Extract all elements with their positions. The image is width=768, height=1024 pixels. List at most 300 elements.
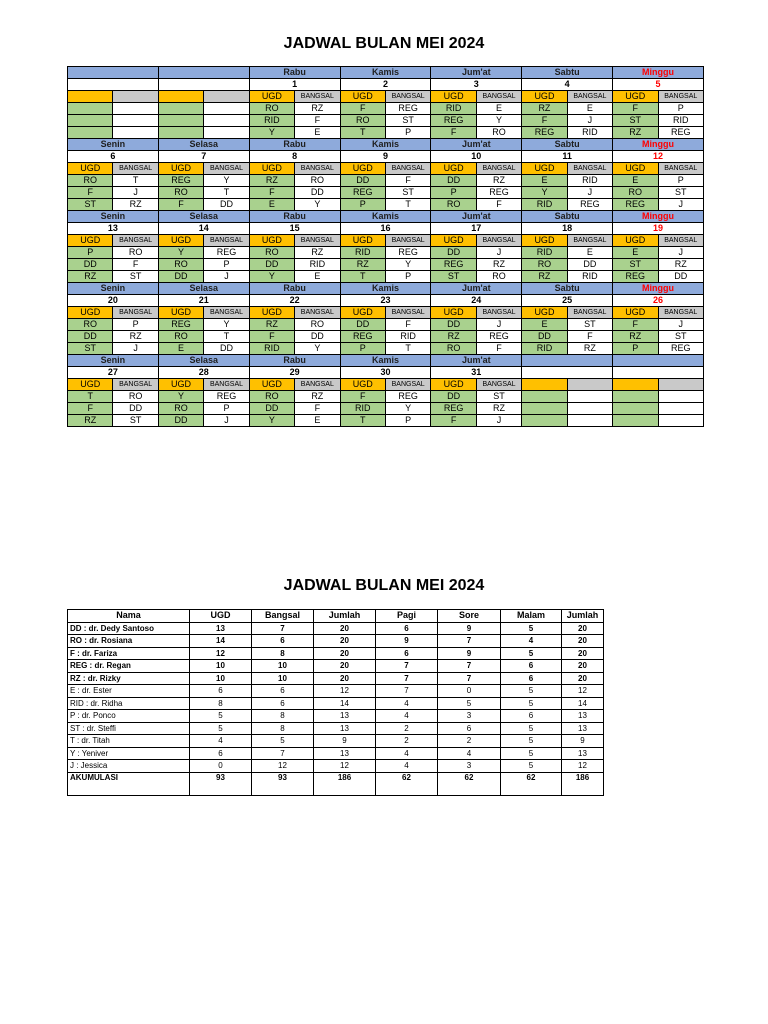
bangsal-header: BANGSAL — [476, 91, 521, 103]
bangsal-assignment: RZ — [295, 247, 340, 259]
ugd-assignment: E — [522, 319, 567, 331]
day-name-cell: Sabtu — [522, 67, 613, 79]
ugd-assignment: RZ — [613, 127, 658, 139]
summary-value-cell: 12 — [314, 760, 376, 773]
bangsal-assignment: J — [204, 415, 249, 427]
ugd-assignment: DD — [431, 247, 476, 259]
date-cell: 14 — [158, 223, 249, 235]
ugd-header: UGD — [613, 91, 658, 103]
ugd-assignment — [613, 415, 658, 427]
bangsal-assignment: T — [385, 199, 430, 211]
ugd-assignment: RO — [340, 115, 385, 127]
bangsal-assignment: F — [295, 403, 340, 415]
bangsal-header: BANGSAL — [567, 307, 612, 319]
bangsal-assignment: REG — [476, 187, 521, 199]
bangsal-assignment: RID — [567, 175, 612, 187]
summary-value-cell: 4 — [190, 735, 252, 748]
assignment-row — [68, 115, 704, 127]
ugd-assignment: Y — [249, 127, 294, 139]
summary-value-cell: 5 — [438, 697, 501, 710]
ugd-header: UGD — [613, 307, 658, 319]
ugd-assignment: RZ — [68, 271, 113, 283]
summary-value-cell: 4 — [376, 697, 438, 710]
ugd-assignment: RO — [158, 331, 203, 343]
bangsal-assignment: RZ — [113, 331, 158, 343]
summary-row — [68, 735, 604, 748]
summary-value-cell: 5 — [501, 697, 562, 710]
bangsal-assignment: Y — [295, 343, 340, 355]
bangsal-assignment: DD — [295, 331, 340, 343]
bangsal-assignment: REG — [204, 247, 249, 259]
bangsal-assignment: DD — [567, 259, 612, 271]
ugd-assignment: F — [249, 187, 294, 199]
schedule-calendar-table — [67, 66, 704, 427]
day-name-cell: Kamis — [340, 67, 431, 79]
ugd-header: UGD — [158, 307, 203, 319]
ugd-assignment: E — [158, 343, 203, 355]
bangsal-assignment — [204, 115, 249, 127]
summary-value-cell: 14 — [314, 697, 376, 710]
bangsal-assignment: RID — [567, 127, 612, 139]
bangsal-assignment: REG — [658, 127, 703, 139]
day-name-row — [68, 67, 704, 79]
bangsal-assignment: RID — [658, 115, 703, 127]
bangsal-assignment: RO — [113, 391, 158, 403]
ugd-assignment: ST — [431, 271, 476, 283]
ugd-header: UGD — [431, 235, 476, 247]
date-cell: 3 — [431, 79, 522, 91]
total-value-cell: 186 — [562, 772, 604, 795]
bangsal-assignment: J — [658, 199, 703, 211]
bangsal-assignment: RZ — [113, 199, 158, 211]
bangsal-header — [113, 91, 158, 103]
bangsal-assignment: F — [113, 259, 158, 271]
ugd-assignment: RID — [522, 199, 567, 211]
summary-value-cell: 6 — [501, 672, 562, 685]
bangsal-assignment: J — [113, 343, 158, 355]
summary-value-cell: 9 — [314, 735, 376, 748]
day-name-cell: Sabtu — [522, 211, 613, 223]
summary-value-cell: 6 — [252, 685, 314, 698]
ugd-header — [68, 91, 113, 103]
bangsal-header: BANGSAL — [385, 307, 430, 319]
bangsal-header: BANGSAL — [295, 307, 340, 319]
ugd-assignment: E — [249, 199, 294, 211]
date-cell: 8 — [249, 151, 340, 163]
ugd-header: UGD — [613, 235, 658, 247]
summary-table — [67, 609, 604, 796]
day-name-row — [68, 139, 704, 151]
bangsal-assignment: ST — [476, 391, 521, 403]
date-cell: 21 — [158, 295, 249, 307]
summary-value-cell: 5 — [501, 735, 562, 748]
bangsal-assignment: E — [567, 103, 612, 115]
bangsal-assignment: ST — [385, 187, 430, 199]
ugd-assignment: RID — [340, 403, 385, 415]
summary-row — [68, 685, 604, 698]
summary-value-cell: 13 — [314, 747, 376, 760]
date-cell: 1 — [249, 79, 340, 91]
bangsal-assignment — [567, 403, 612, 415]
bangsal-assignment: E — [295, 127, 340, 139]
ugd-assignment: DD — [431, 391, 476, 403]
ugd-assignment — [522, 415, 567, 427]
ugd-assignment: DD — [522, 331, 567, 343]
day-name-cell: Minggu — [613, 211, 704, 223]
assignment-row — [68, 259, 704, 271]
bangsal-assignment: RO — [113, 247, 158, 259]
ugd-header: UGD — [249, 307, 294, 319]
summary-value-cell: 3 — [438, 760, 501, 773]
day-name-cell: Senin — [68, 211, 159, 223]
date-cell: 24 — [431, 295, 522, 307]
summary-row — [68, 710, 604, 723]
bangsal-assignment: P — [385, 271, 430, 283]
ugd-assignment: REG — [431, 259, 476, 271]
summary-value-cell: 6 — [252, 635, 314, 648]
summary-value-cell: 9 — [376, 635, 438, 648]
bangsal-assignment: RID — [567, 271, 612, 283]
summary-row — [68, 747, 604, 760]
ugd-assignment: DD — [68, 331, 113, 343]
summary-value-cell: 4 — [501, 635, 562, 648]
ugd-header: UGD — [522, 91, 567, 103]
bangsal-header: BANGSAL — [567, 91, 612, 103]
ugd-header: UGD — [249, 163, 294, 175]
summary-value-cell: 4 — [376, 760, 438, 773]
day-name-cell: Minggu — [613, 67, 704, 79]
bangsal-assignment: RZ — [476, 259, 521, 271]
ugd-assignment: DD — [431, 319, 476, 331]
bangsal-assignment: P — [658, 103, 703, 115]
summary-value-cell: 9 — [562, 735, 604, 748]
summary-value-cell: 7 — [376, 685, 438, 698]
date-cell: 6 — [68, 151, 159, 163]
day-name-cell — [68, 67, 159, 79]
ugd-assignment: RZ — [522, 271, 567, 283]
summary-header-cell: Nama — [68, 610, 190, 623]
shift-header-row — [68, 235, 704, 247]
day-name-cell: Jum'at — [431, 211, 522, 223]
day-name-cell: Senin — [68, 355, 159, 367]
ugd-header: UGD — [431, 163, 476, 175]
ugd-assignment: P — [613, 343, 658, 355]
summary-value-cell: 9 — [438, 647, 501, 660]
date-cell — [158, 79, 249, 91]
day-name-cell: Jum'at — [431, 283, 522, 295]
bangsal-assignment: REG — [385, 247, 430, 259]
date-cell: 16 — [340, 223, 431, 235]
assignment-row — [68, 319, 704, 331]
bangsal-assignment — [567, 391, 612, 403]
ugd-assignment: DD — [340, 175, 385, 187]
date-cell: 11 — [522, 151, 613, 163]
summary-value-cell: 14 — [562, 697, 604, 710]
bangsal-header: BANGSAL — [476, 235, 521, 247]
bangsal-assignment: J — [658, 247, 703, 259]
assignment-row — [68, 103, 704, 115]
bangsal-assignment — [658, 391, 703, 403]
ugd-assignment: Y — [249, 415, 294, 427]
ugd-header: UGD — [340, 235, 385, 247]
ugd-assignment: T — [340, 415, 385, 427]
summary-header-cell: UGD — [190, 610, 252, 623]
day-name-cell: Kamis — [340, 355, 431, 367]
summary-row — [68, 722, 604, 735]
bangsal-header: BANGSAL — [113, 235, 158, 247]
summary-value-cell: 20 — [562, 622, 604, 635]
date-row — [68, 295, 704, 307]
summary-header-cell: Jumlah — [314, 610, 376, 623]
summary-value-cell: 0 — [438, 685, 501, 698]
total-value-cell: 62 — [501, 772, 562, 795]
bangsal-assignment: Y — [385, 403, 430, 415]
assignment-row — [68, 415, 704, 427]
bangsal-assignment: P — [113, 319, 158, 331]
ugd-assignment: F — [431, 415, 476, 427]
summary-value-cell: 10 — [252, 672, 314, 685]
ugd-assignment: E — [613, 175, 658, 187]
bangsal-assignment: F — [295, 115, 340, 127]
ugd-assignment: REG — [340, 331, 385, 343]
ugd-assignment: P — [431, 187, 476, 199]
ugd-assignment: RZ — [249, 319, 294, 331]
day-name-cell — [522, 355, 613, 367]
summary-value-cell: 6 — [376, 622, 438, 635]
ugd-assignment: RO — [68, 175, 113, 187]
bangsal-assignment: RO — [476, 271, 521, 283]
ugd-assignment: RO — [158, 187, 203, 199]
bangsal-assignment: E — [295, 271, 340, 283]
ugd-assignment: REG — [522, 127, 567, 139]
bangsal-assignment: P — [658, 175, 703, 187]
ugd-assignment: DD — [249, 403, 294, 415]
day-name-cell: Kamis — [340, 283, 431, 295]
ugd-assignment: ST — [68, 199, 113, 211]
ugd-assignment: RZ — [249, 175, 294, 187]
ugd-header: UGD — [249, 91, 294, 103]
total-value-cell: 93 — [190, 772, 252, 795]
summary-value-cell: 13 — [314, 722, 376, 735]
bangsal-header: BANGSAL — [295, 91, 340, 103]
ugd-assignment — [613, 403, 658, 415]
bangsal-header: BANGSAL — [295, 235, 340, 247]
ugd-header: UGD — [613, 163, 658, 175]
schedule-title: JADWAL BULAN MEI 2024 — [283, 35, 485, 52]
ugd-assignment: RID — [249, 115, 294, 127]
ugd-assignment: REG — [340, 187, 385, 199]
summary-row — [68, 697, 604, 710]
summary-value-cell: 8 — [252, 722, 314, 735]
bangsal-header: BANGSAL — [658, 91, 703, 103]
assignment-row — [68, 403, 704, 415]
summary-value-cell: 7 — [438, 635, 501, 648]
ugd-assignment: REG — [431, 115, 476, 127]
summary-value-cell: 8 — [190, 697, 252, 710]
bangsal-assignment: DD — [295, 187, 340, 199]
summary-value-cell: 7 — [438, 660, 501, 673]
summary-value-cell: 0 — [190, 760, 252, 773]
ugd-header — [522, 379, 567, 391]
summary-value-cell: 20 — [314, 622, 376, 635]
date-cell: 23 — [340, 295, 431, 307]
bangsal-assignment: P — [385, 127, 430, 139]
ugd-header: UGD — [68, 307, 113, 319]
ugd-assignment: F — [613, 103, 658, 115]
summary-value-cell: 20 — [314, 635, 376, 648]
bangsal-assignment: T — [204, 187, 249, 199]
ugd-assignment: DD — [340, 319, 385, 331]
day-name-row — [68, 355, 704, 367]
bangsal-assignment — [658, 415, 703, 427]
day-name-cell: Senin — [68, 283, 159, 295]
ugd-assignment: P — [68, 247, 113, 259]
bangsal-assignment: F — [567, 331, 612, 343]
bangsal-assignment: F — [385, 319, 430, 331]
doctor-name-cell: F : dr. Fariza — [68, 647, 190, 660]
ugd-assignment: DD — [249, 259, 294, 271]
day-name-cell: Jum'at — [431, 355, 522, 367]
ugd-assignment: RZ — [613, 331, 658, 343]
ugd-header: UGD — [522, 307, 567, 319]
ugd-assignment: F — [68, 403, 113, 415]
bangsal-assignment: REG — [385, 391, 430, 403]
bangsal-assignment: E — [476, 103, 521, 115]
bangsal-assignment: F — [476, 343, 521, 355]
day-name-cell: Sabtu — [522, 139, 613, 151]
doctor-name-cell: Y : Yeniver — [68, 747, 190, 760]
day-name-cell: Minggu — [613, 139, 704, 151]
assignment-row — [68, 187, 704, 199]
bangsal-assignment: Y — [204, 175, 249, 187]
bangsal-assignment: REG — [567, 199, 612, 211]
summary-value-cell: 6 — [190, 747, 252, 760]
bangsal-assignment — [113, 127, 158, 139]
bangsal-assignment: J — [567, 115, 612, 127]
date-cell: 17 — [431, 223, 522, 235]
shift-header-row — [68, 379, 704, 391]
ugd-assignment — [522, 391, 567, 403]
bangsal-assignment: REG — [204, 391, 249, 403]
summary-value-cell: 6 — [252, 697, 314, 710]
summary-value-cell: 20 — [314, 672, 376, 685]
ugd-assignment: REG — [431, 403, 476, 415]
ugd-assignment — [158, 103, 203, 115]
summary-value-cell: 9 — [438, 622, 501, 635]
bangsal-assignment: J — [567, 187, 612, 199]
bangsal-assignment: T — [113, 175, 158, 187]
ugd-header: UGD — [340, 307, 385, 319]
ugd-assignment: Y — [158, 247, 203, 259]
summary-row — [68, 647, 604, 660]
ugd-header: UGD — [431, 379, 476, 391]
bangsal-assignment: P — [204, 403, 249, 415]
bangsal-header — [204, 91, 249, 103]
bangsal-header: BANGSAL — [204, 163, 249, 175]
doctor-name-cell: DD : dr. Dedy Santoso — [68, 622, 190, 635]
ugd-assignment — [158, 115, 203, 127]
shift-header-row — [68, 307, 704, 319]
summary-value-cell: 10 — [190, 672, 252, 685]
date-cell: 9 — [340, 151, 431, 163]
assignment-row — [68, 247, 704, 259]
ugd-assignment: F — [249, 331, 294, 343]
ugd-assignment: Y — [522, 187, 567, 199]
total-label-cell: AKUMULASI — [68, 772, 190, 795]
summary-row — [68, 622, 604, 635]
bangsal-assignment: ST — [658, 187, 703, 199]
ugd-assignment: RID — [340, 247, 385, 259]
ugd-assignment: T — [340, 271, 385, 283]
ugd-assignment: RO — [249, 247, 294, 259]
ugd-assignment — [68, 127, 113, 139]
summary-value-cell: 12 — [252, 760, 314, 773]
bangsal-assignment: RO — [476, 127, 521, 139]
bangsal-assignment: J — [476, 319, 521, 331]
day-name-cell: Jum'at — [431, 67, 522, 79]
ugd-header: UGD — [158, 163, 203, 175]
day-name-cell — [158, 67, 249, 79]
bangsal-header: BANGSAL — [658, 235, 703, 247]
day-name-cell: Selasa — [158, 211, 249, 223]
ugd-assignment — [158, 127, 203, 139]
assignment-row — [68, 199, 704, 211]
ugd-header: UGD — [340, 163, 385, 175]
ugd-assignment: RZ — [68, 415, 113, 427]
bangsal-header: BANGSAL — [658, 163, 703, 175]
summary-value-cell: 5 — [190, 722, 252, 735]
ugd-assignment: F — [68, 187, 113, 199]
ugd-assignment: Y — [158, 391, 203, 403]
date-cell — [613, 367, 704, 379]
ugd-assignment: DD — [68, 259, 113, 271]
assignment-row — [68, 127, 704, 139]
bangsal-assignment: RID — [295, 259, 340, 271]
bangsal-assignment: REG — [476, 331, 521, 343]
bangsal-assignment: ST — [113, 271, 158, 283]
summary-value-cell: 6 — [501, 660, 562, 673]
ugd-header: UGD — [431, 307, 476, 319]
bangsal-assignment — [658, 403, 703, 415]
summary-value-cell: 7 — [438, 672, 501, 685]
bangsal-assignment: RO — [295, 175, 340, 187]
summary-header-cell: Jumlah — [562, 610, 604, 623]
ugd-assignment — [68, 115, 113, 127]
ugd-assignment: RO — [68, 319, 113, 331]
ugd-assignment: RID — [522, 343, 567, 355]
bangsal-assignment: ST — [658, 331, 703, 343]
summary-value-cell: 13 — [562, 710, 604, 723]
ugd-assignment: E — [613, 247, 658, 259]
assignment-row — [68, 331, 704, 343]
ugd-assignment: F — [522, 115, 567, 127]
day-name-cell: Rabu — [249, 211, 340, 223]
day-name-cell: Minggu — [613, 283, 704, 295]
summary-value-cell: 3 — [438, 710, 501, 723]
date-cell: 27 — [68, 367, 159, 379]
bangsal-assignment: ST — [113, 415, 158, 427]
bangsal-assignment: REG — [385, 103, 430, 115]
date-row — [68, 79, 704, 91]
bangsal-assignment: Y — [295, 199, 340, 211]
day-name-cell: Sabtu — [522, 283, 613, 295]
bangsal-assignment: RZ — [476, 175, 521, 187]
summary-value-cell: 12 — [562, 760, 604, 773]
ugd-header: UGD — [522, 163, 567, 175]
bangsal-assignment: RO — [295, 319, 340, 331]
shift-header-row — [68, 163, 704, 175]
summary-value-cell: 6 — [501, 710, 562, 723]
